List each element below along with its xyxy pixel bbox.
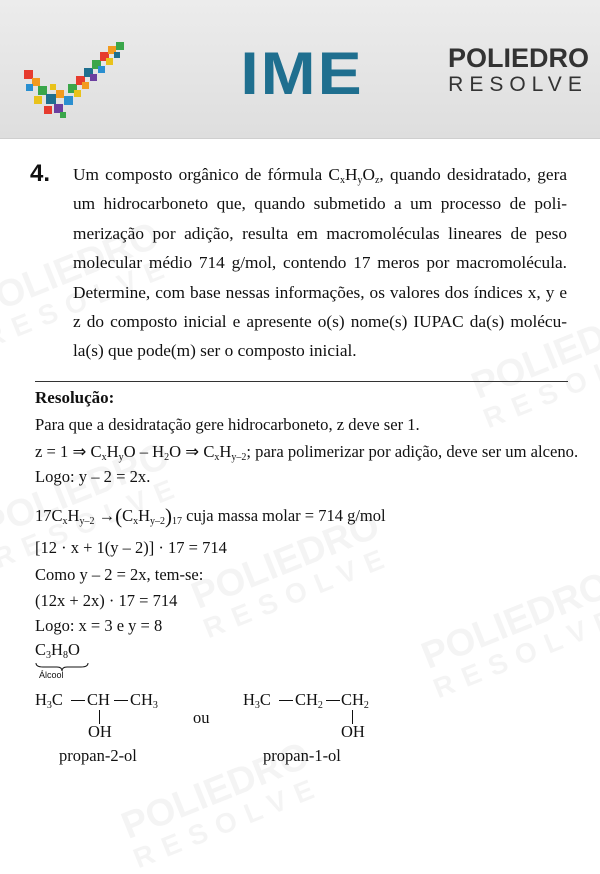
resolution-line: Como y – 2 = 2x, tem-se: bbox=[35, 565, 204, 584]
question-line: um hidrocarboneto que, quando submetido a um processo de poli- bbox=[73, 194, 567, 214]
question-line: molecular médio 714 g/mol, contendo 17 meros por macromolécula. bbox=[73, 253, 567, 273]
name-propan-2-ol: propan-2-ol bbox=[59, 746, 137, 765]
alcohol-label: Álcool bbox=[39, 670, 64, 680]
simplified-equation: (12x + 2x) · 17 = 714 bbox=[35, 591, 178, 610]
header-banner bbox=[0, 0, 600, 139]
resolution-line: Logo: y – 2 = 2x. bbox=[35, 467, 151, 486]
question-line: la(s) que pode(m) ser o composto inicial. bbox=[73, 341, 357, 361]
question-line: z do composto inicial e apresente o(s) nome(s) IUPAC da(s) molécu- bbox=[73, 312, 567, 332]
question-number: 4. bbox=[30, 160, 51, 187]
question-line: Determine, com base nessas informações, os valores dos índices x, y e bbox=[73, 282, 567, 302]
question-line: Um composto orgânico de fórmula $C_xH_yO_z$, quando desidratado, gera bbox=[73, 165, 567, 186]
resolution-line: Para que a desidratação gere hidrocarboneto, z deve ser 1. bbox=[35, 415, 420, 434]
resolution-title: Resolução: bbox=[35, 388, 115, 407]
mass-equation: [12 · x + 1(y – 2)] · 17 = 714 bbox=[35, 538, 227, 557]
brand-tagline: RESOLVE bbox=[448, 73, 588, 96]
or-text: ou bbox=[193, 708, 210, 727]
resolution-line: z = 1 ⇒ $C_xH_yO - H_2O$ ⇒ $C_xH_{y-2}$; para polimerizar por adição, deve ser um alceno. bbox=[35, 442, 579, 463]
name-propan-1-ol: propan-1-ol bbox=[263, 746, 341, 765]
result-line: Logo: x = 3 e y = 8 bbox=[35, 616, 163, 635]
alcohol-formula: $C_3H_8O$ Álcool bbox=[35, 640, 80, 660]
polymer-equation: $17C_xH_{y-2} \to(C_xH_{y-2})_{17}$ cuja massa molar = 714 g/mol bbox=[35, 504, 386, 528]
section-divider bbox=[35, 381, 568, 382]
exam-logo: IME bbox=[240, 38, 364, 108]
brand-logo bbox=[448, 44, 588, 96]
brand-name: POLIEDRO bbox=[448, 43, 590, 73]
colorful-check-logo-icon bbox=[20, 40, 132, 122]
question-text bbox=[73, 160, 567, 366]
question-line: merização por adição, resulta em macromoléculas lineares de peso bbox=[73, 223, 567, 243]
